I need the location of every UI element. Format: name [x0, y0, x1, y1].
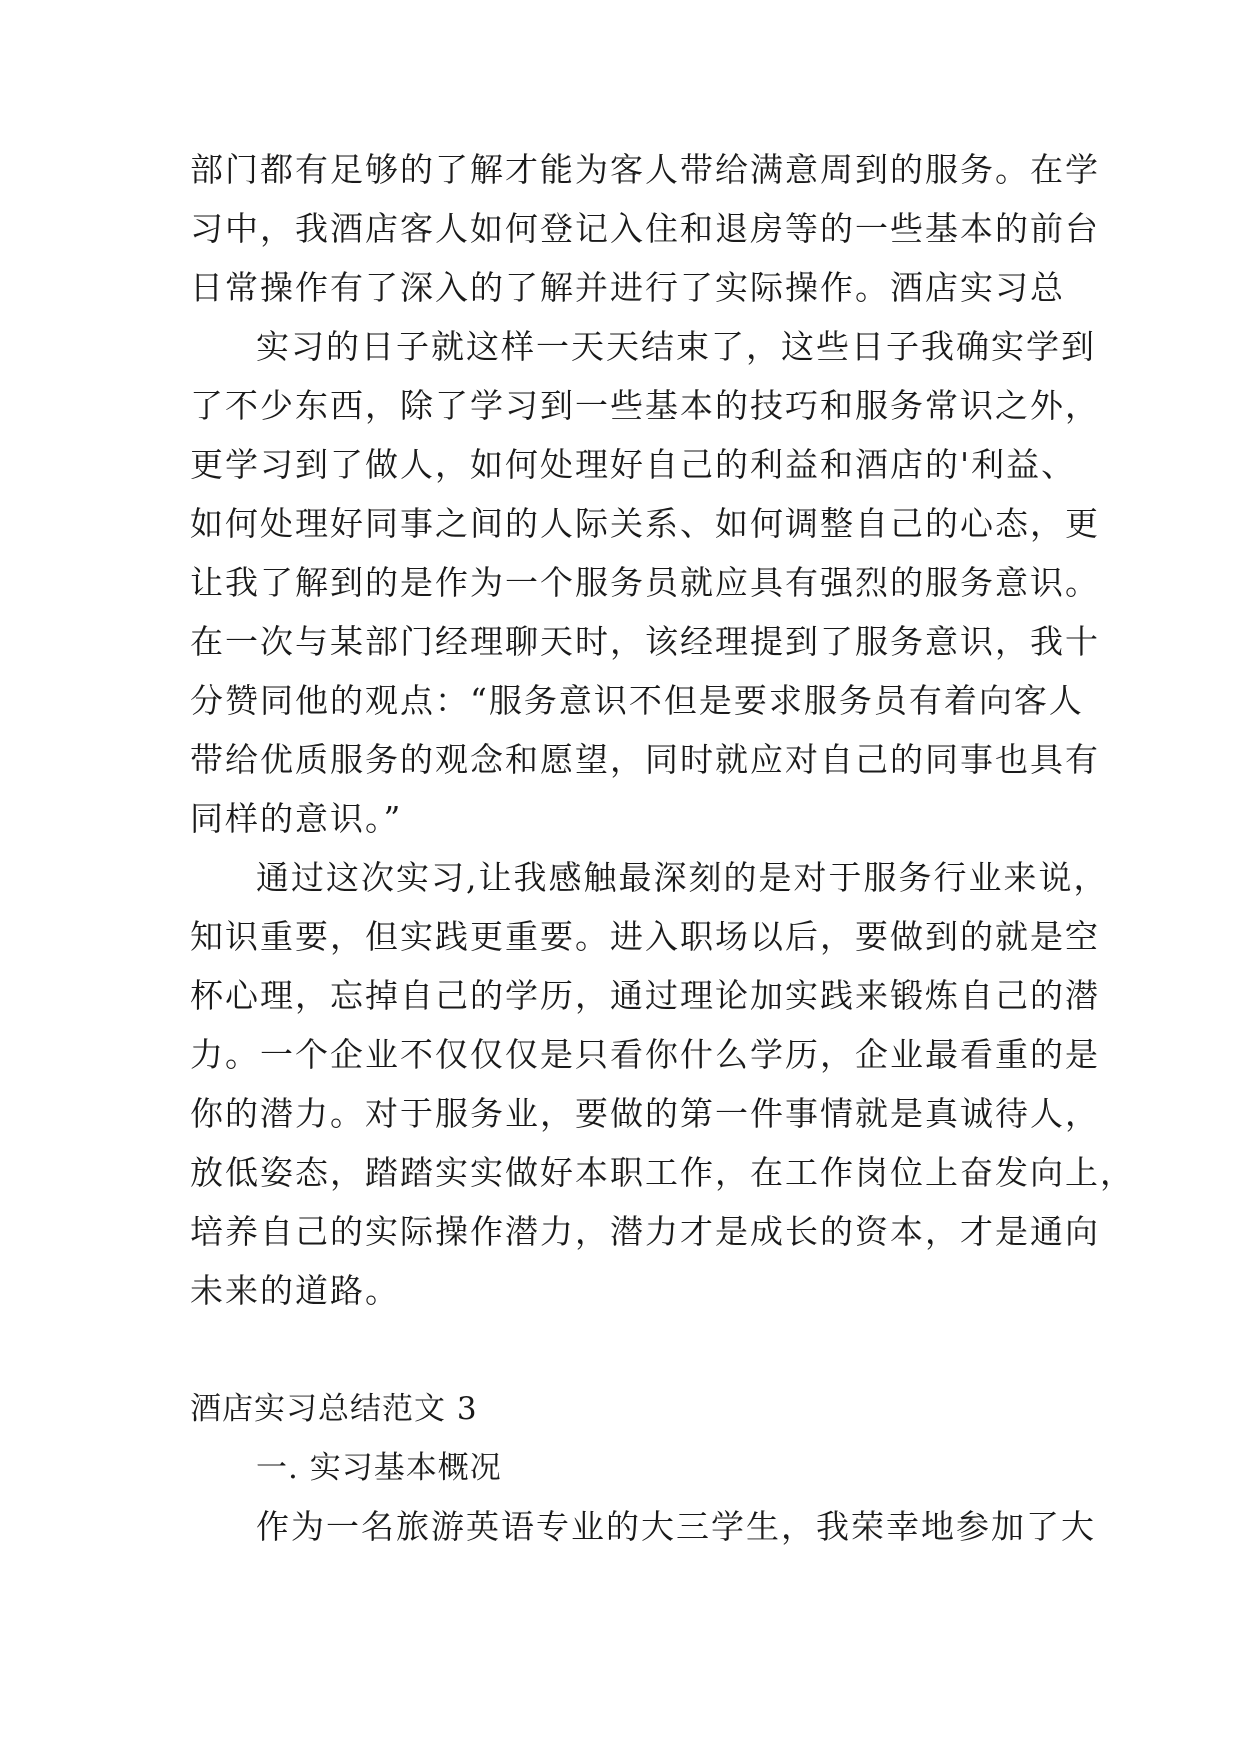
paragraph-line: 了不少东西，除了学习到一些基本的技巧和服务常识之外，: [190, 386, 1100, 425]
paragraph-line: 你的潜力。对于服务业，要做的第一件事情就是真诚待人，: [190, 1094, 1100, 1133]
paragraph-line: 如何处理好同事之间的人际关系、如何调整自己的心态，更: [190, 504, 1100, 543]
paragraph-line: 未来的道路。: [190, 1271, 400, 1310]
paragraph-line: 通过这次实习,让我感触最深刻的是对于服务行业来说，: [256, 858, 1109, 897]
section-title: 酒店实习总结范文 3: [190, 1391, 478, 1427]
paragraph-line: 部门都有足够的了解才能为客人带给满意周到的服务。在学: [190, 150, 1100, 189]
paragraph-line: 放低姿态，踏踏实实做好本职工作，在工作岗位上奋发向上，: [190, 1153, 1135, 1192]
paragraph-line: 分赞同他的观点：“服务意识不但是要求服务员有着向客人: [190, 681, 1084, 720]
paragraph-line: 作为一名旅游英语专业的大三学生，我荣幸地参加了大: [256, 1507, 1096, 1546]
paragraph-line: 杯心理，忘掉自己的学历，通过理论加实践来锻炼自己的潜: [190, 976, 1100, 1015]
paragraph-line: 日常操作有了深入的了解并进行了实际操作。酒店实习总: [190, 268, 1065, 307]
paragraph-line: 知识重要，但实践更重要。进入职场以后，要做到的就是空: [190, 917, 1100, 956]
paragraph-line: 力。一个企业不仅仅仅是只看你什么学历，企业最看重的是: [190, 1035, 1100, 1074]
paragraph-line: 培养自己的实际操作潜力，潜力才是成长的资本，才是通向: [190, 1212, 1100, 1251]
paragraph-line: 带给优质服务的观念和愿望，同时就应对自己的同事也具有: [190, 740, 1100, 779]
paragraph-line: 习中，我酒店客人如何登记入住和退房等的一些基本的前台: [190, 209, 1100, 248]
paragraph-line: 在一次与某部门经理聊天时，该经理提到了服务意识，我十: [190, 622, 1100, 661]
subsection-title: 一. 实习基本概况: [256, 1450, 502, 1486]
paragraph-line: 同样的意识。”: [190, 799, 403, 838]
paragraph-line: 实习的日子就这样一天天结束了，这些日子我确实学到: [256, 327, 1096, 366]
paragraph-line: 让我了解到的是作为一个服务员就应具有强烈的服务意识。: [190, 563, 1100, 602]
paragraph-line: 更学习到了做人，如何处理好自己的利益和酒店的'利益、: [190, 445, 1077, 484]
